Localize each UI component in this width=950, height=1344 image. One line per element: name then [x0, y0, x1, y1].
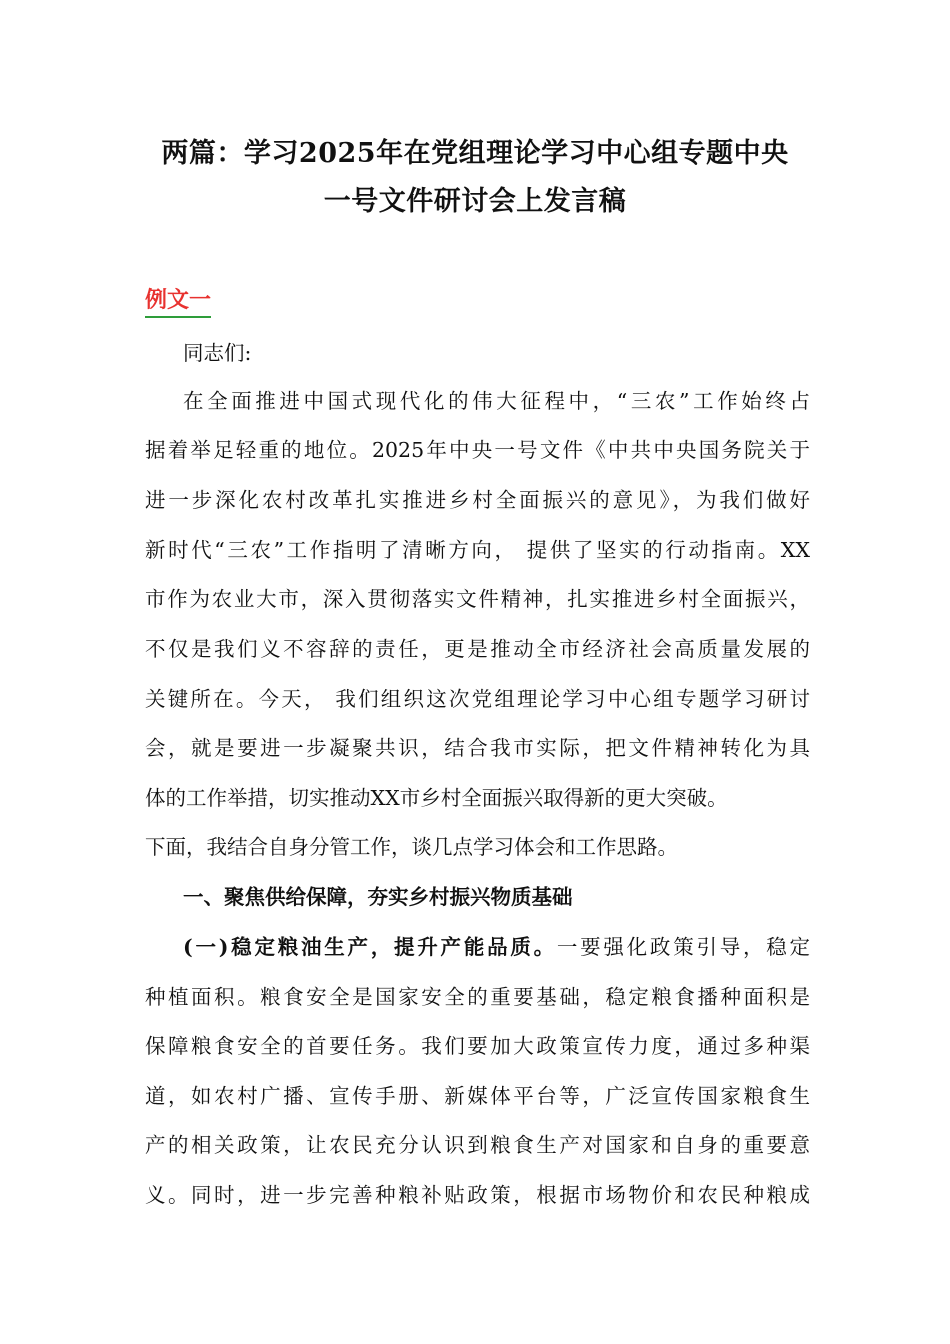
subsection-heading: (一)稳定粮油生产，提升产能品质。	[183, 935, 557, 959]
paragraph-line: 不仅是我们义不容辞的责任，更是推动全市经济社会高质量发展的	[145, 637, 810, 661]
paragraph-line: 关键所在。今天， 我们组织这次党组理论学习中心组专题学习研讨	[145, 687, 810, 711]
paragraph-line: 保障粮食安全的首要任务。我们要加大政策宣传力度，通过多种渠	[145, 1034, 810, 1058]
example-label: 例文一	[145, 284, 211, 318]
paragraph-line: 产的相关政策，让农民充分认识到粮食生产对国家和自身的重要意	[145, 1133, 810, 1157]
paragraph-line: 新时代“三农”工作指明了清晰方向， 提供了坚实的行动指南。XX	[145, 538, 810, 562]
section-heading: 一、聚焦供给保障，夯实乡村振兴物质基础	[183, 885, 573, 909]
paragraph-line: 市作为农业大市，深入贯彻落实文件精神，扎实推进乡村全面振兴，	[145, 587, 810, 611]
paragraph-line: 种植面积。粮食安全是国家安全的重要基础，稳定粮食播种面积是	[145, 985, 810, 1009]
document-title-line-1: 两篇：学习2025年在党组理论学习中心组专题中央	[161, 138, 789, 169]
paragraph-line: 进一步深化农村改革扎实推进乡村全面振兴的意见》，为我们做好	[145, 488, 810, 512]
paragraph-line: 体的工作举措，切实推动XX市乡村全面振兴取得新的更大突破。	[145, 786, 728, 810]
subsection-text: 一要强化政策引导，稳定	[556, 935, 811, 959]
document-title-line-2: 一号文件研讨会上发言稿	[323, 186, 627, 217]
greeting: 同志们:	[183, 341, 252, 365]
paragraph-line: 据着举足轻重的地位。2025年中央一号文件《中共中央国务院关于	[145, 438, 810, 462]
paragraph-line: 义。同时，进一步完善种粮补贴政策，根据市场物价和农民种粮成	[145, 1183, 810, 1207]
paragraph-line: 在全面推进中国式现代化的伟大征程中，“三农”工作始终占	[183, 389, 810, 413]
paragraph-line: 道，如农村广播、宣传手册、新媒体平台等，广泛宣传国家粮食生	[145, 1084, 810, 1108]
paragraph-line: 会，就是要进一步凝聚共识，结合我市实际，把文件精神转化为具	[145, 736, 810, 760]
paragraph-line: 下面，我结合自身分管工作，谈几点学习体会和工作思路。	[145, 835, 678, 859]
subsection-first-line	[183, 932, 810, 962]
